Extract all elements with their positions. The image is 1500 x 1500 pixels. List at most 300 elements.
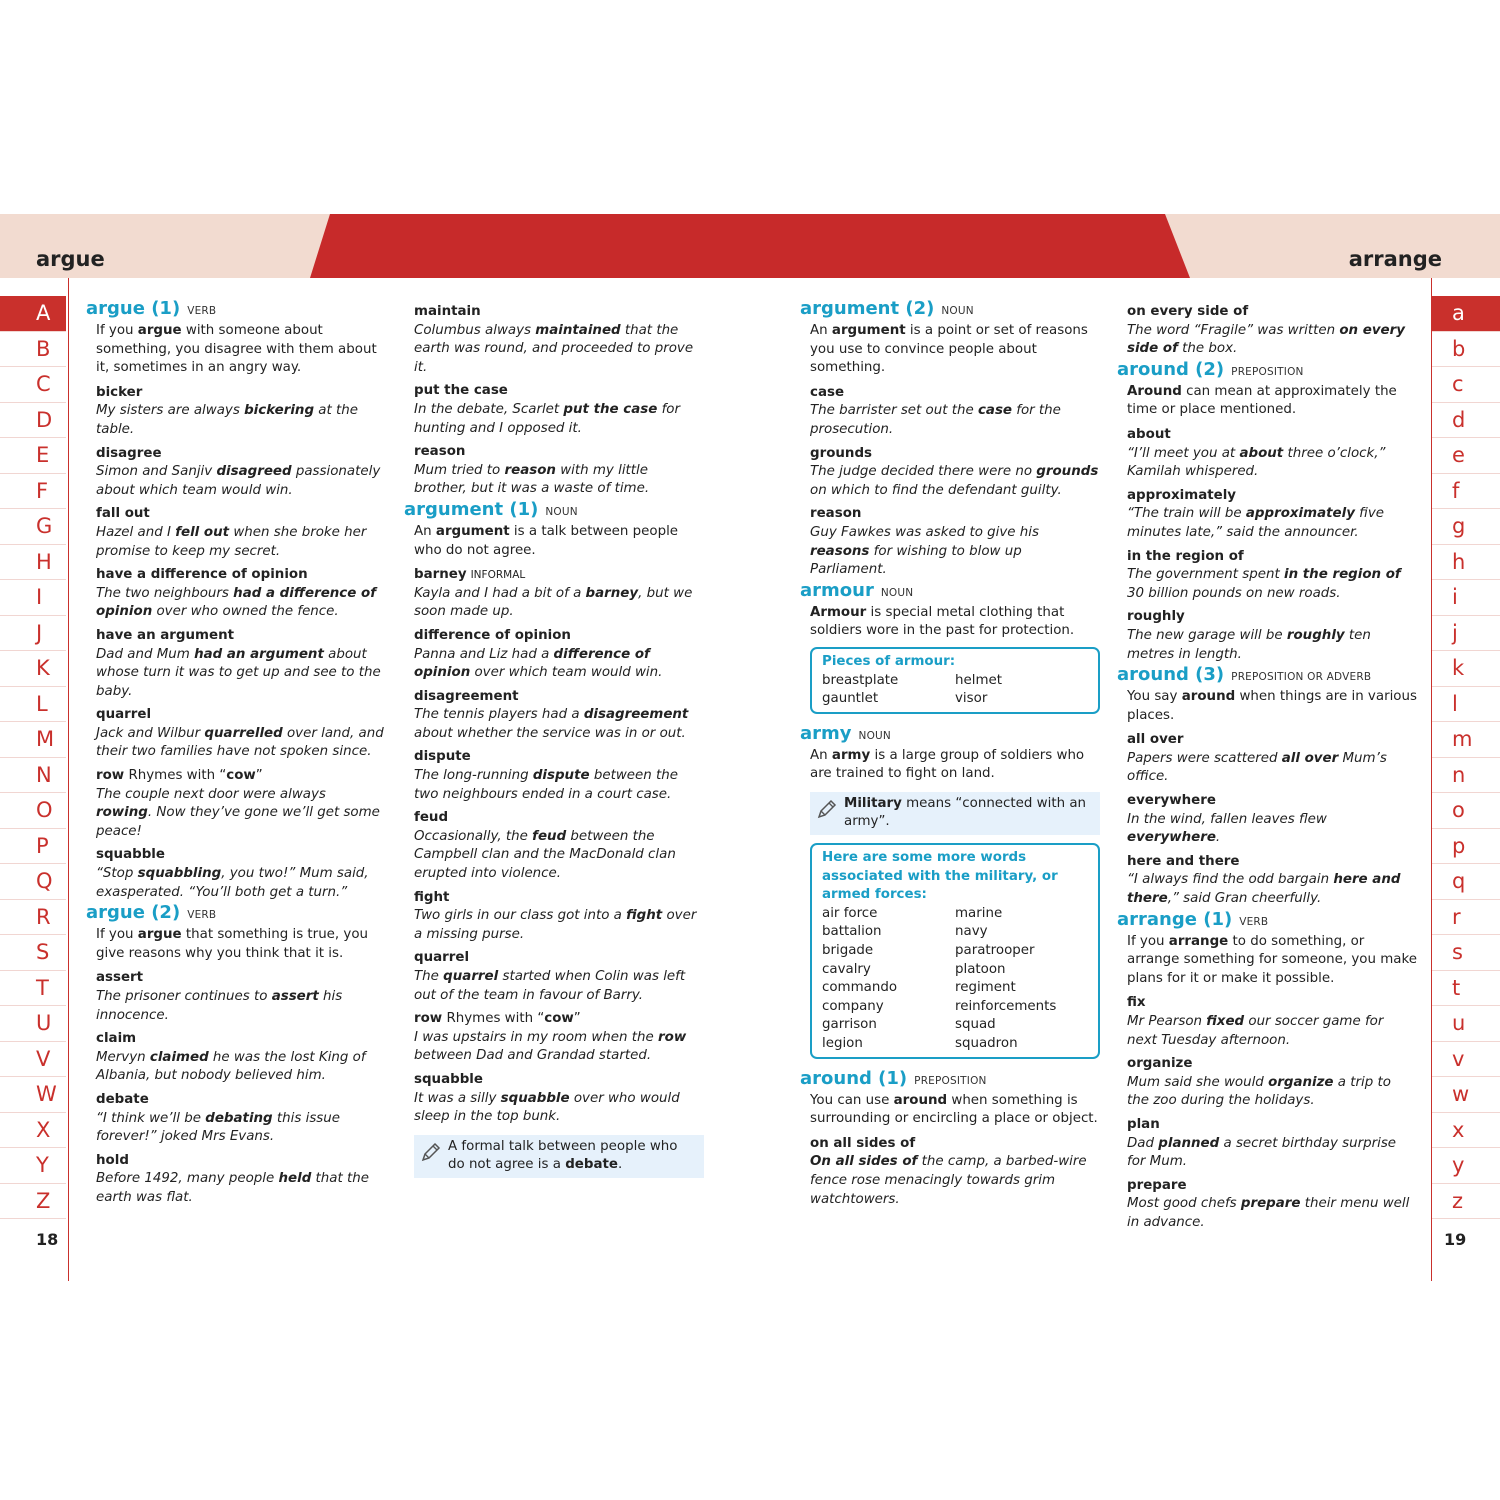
synonym-entry — [414, 1010, 704, 1066]
definition: An argument is a talk between people who do not agree. — [414, 523, 679, 558]
synonym-word: disagreement — [414, 688, 519, 704]
alphabet-tabs-lower — [1432, 296, 1500, 1219]
letter-tab-N[interactable]: N — [0, 758, 66, 794]
headword-text: army — [800, 722, 852, 744]
part-of-speech: NOUN — [941, 305, 974, 317]
synonym-word: disagree — [96, 445, 162, 461]
example-sentence: Mervyn claimed he was the lost King of Albania, but nobody believed him. — [96, 1049, 366, 1084]
letter-tab-a[interactable]: a — [1432, 296, 1500, 332]
synonym-entry — [96, 969, 386, 1025]
synonym-entry — [414, 1071, 704, 1127]
synonym-line — [1127, 792, 1417, 811]
letter-tab-c[interactable]: c — [1432, 367, 1500, 403]
letter-tab-E[interactable]: E — [0, 438, 66, 474]
headword — [1117, 909, 1417, 933]
headword-entry — [1117, 664, 1417, 725]
letter-tab-r[interactable]: r — [1432, 900, 1500, 936]
letter-tab-m[interactable]: m — [1432, 722, 1500, 758]
part-of-speech: VERB — [1239, 915, 1269, 928]
example-sentence: “I think we’ll be debating this issue forever!” joked Mrs Evans. — [96, 1110, 341, 1145]
synonym-entry — [96, 384, 386, 440]
word-list-title: Pieces of armour: — [822, 653, 956, 669]
part-of-speech: VERB — [187, 305, 217, 317]
word-list-item: gauntlet — [822, 691, 879, 707]
example-sentence: Dad and Mum had an argument about whose turn it was to get up and see to the baby. — [96, 646, 381, 699]
headword-entry — [404, 499, 704, 560]
synonym-line — [96, 767, 386, 786]
column-4 — [1117, 298, 1417, 1233]
letter-tab-C[interactable]: C — [0, 367, 66, 403]
definition: An argument is a point or set of reasons you use to convince people about something. — [810, 323, 1088, 376]
word-list-item: battalion — [822, 924, 882, 940]
word-list-item: commando — [822, 980, 898, 996]
letter-tab-n[interactable]: n — [1432, 758, 1500, 794]
example-sentence: Dad planned a secret birthday surprise for Mum. — [1127, 1135, 1397, 1170]
synonym-line — [96, 445, 386, 464]
letter-tab-W[interactable]: W — [0, 1077, 66, 1113]
letter-tab-Q[interactable]: Q — [0, 864, 66, 900]
letter-tab-d[interactable]: d — [1432, 403, 1500, 439]
synonym-entry — [810, 384, 1100, 440]
letter-tab-X[interactable]: X — [0, 1113, 66, 1149]
pencil-icon — [420, 1141, 442, 1170]
synonym-line — [414, 1071, 704, 1090]
letter-tab-w[interactable]: w — [1432, 1077, 1500, 1113]
synonym-entry — [1127, 1055, 1417, 1111]
example-sentence: Occasionally, the feud between the Campbell clan and the MacDonald clan erupted into violence. — [414, 828, 676, 882]
synonym-word: everywhere — [1127, 793, 1216, 809]
letter-tab-I[interactable]: I — [0, 580, 66, 616]
guide-word-right: arrange — [1348, 247, 1442, 271]
synonym-entry — [96, 1152, 386, 1208]
example-sentence: The new garage will be roughly ten metres in length. — [1127, 627, 1371, 662]
letter-tab-G[interactable]: G — [0, 509, 66, 545]
word-list-item: squadron — [955, 1036, 1018, 1051]
word-list-item: reinforcements — [955, 998, 1057, 1014]
synonym-word: have an argument — [96, 627, 234, 643]
headword-entry — [86, 902, 386, 963]
synonym-line — [414, 688, 704, 707]
synonym-line — [96, 1091, 386, 1110]
letter-tab-Z[interactable]: Z — [0, 1184, 66, 1220]
alphabet-tabs-upper — [0, 296, 66, 1219]
headword-text: argue (1) — [86, 298, 181, 319]
letter-tab-V[interactable]: V — [0, 1042, 66, 1078]
definition: If you arrange to do something, or arrange something for someone, you make plans for it or make it possible. — [1127, 933, 1417, 986]
headword-entry — [1117, 359, 1417, 420]
headword-text: around (1) — [800, 1067, 908, 1089]
synonym-line — [810, 445, 1100, 464]
synonym-word: fall out — [96, 506, 150, 522]
headword-text: argue (2) — [86, 902, 181, 924]
synonym-line — [414, 809, 704, 828]
letter-tab-e[interactable]: e — [1432, 438, 1500, 474]
letter-tab-x[interactable]: x — [1432, 1113, 1500, 1149]
synonym-line — [414, 627, 704, 646]
definition: You can use around when something is surrounding or encircling a place or object. — [810, 1092, 1098, 1127]
word-list-grid — [822, 905, 1088, 1054]
example-sentence: The two neighbours had a difference of opinion over who owned the fence. — [96, 585, 377, 620]
synonym-line — [96, 1030, 386, 1049]
example-sentence: It was a silly squabble over who would sleep in the top bunk. — [414, 1090, 680, 1125]
synonym-word: have a difference of opinion — [96, 567, 308, 583]
headword-text: argument (1) — [404, 498, 539, 520]
letter-tab-h[interactable]: h — [1432, 545, 1500, 581]
synonym-line — [1127, 1177, 1417, 1196]
synonym-word: bicker — [96, 384, 143, 400]
pencil-icon — [816, 798, 838, 827]
synonym-line — [96, 846, 386, 865]
definition: Around can mean at approximately the time or place mentioned. — [1127, 383, 1397, 418]
synonym-line — [1127, 853, 1417, 872]
synonym-line — [1127, 1055, 1417, 1074]
letter-tab-y[interactable]: y — [1432, 1148, 1500, 1184]
headword-entry — [86, 298, 386, 378]
example-sentence: My sisters are always bickering at the table. — [96, 403, 358, 437]
part-of-speech: PREPOSITION — [1231, 365, 1304, 378]
synonym-word: assert — [96, 970, 144, 986]
column-1 — [86, 298, 386, 1208]
definition: If you argue that something is true, you give reasons why you think that it is. — [96, 927, 369, 961]
definition: An army is a large group of soldiers who are trained to fight on land. — [810, 747, 1085, 782]
synonym-word: plan — [1127, 1116, 1160, 1132]
synonym-entry — [810, 445, 1100, 501]
headword — [1117, 359, 1417, 383]
synonym-word: quarrel — [96, 707, 152, 723]
example-sentence: The judge decided there were no grounds on which to find the defendant guilty. — [810, 464, 1099, 498]
letter-tab-q[interactable]: q — [1432, 864, 1500, 900]
example-sentence: Hazel and I fell out when she broke her promise to keep my secret. — [96, 524, 367, 559]
letter-tab-D[interactable]: D — [0, 403, 66, 439]
synonym-word: maintain — [414, 304, 481, 319]
letter-tab-S[interactable]: S — [0, 935, 66, 971]
synonym-entry — [1127, 994, 1417, 1050]
word-list-item: helmet — [955, 672, 1002, 688]
word-list-box — [810, 647, 1100, 714]
column-2 — [404, 298, 704, 1186]
word-list-item: marine — [955, 905, 1003, 921]
headword-entry — [800, 298, 1100, 378]
synonym-word: about — [1127, 426, 1171, 442]
word-list-item: platoon — [955, 961, 1006, 977]
synonym-line — [414, 748, 704, 767]
page-number-left: 18 — [36, 1230, 59, 1249]
word-list-item: cavalry — [822, 961, 871, 977]
word-list-item: company — [822, 998, 884, 1014]
synonym-word: approximately — [1127, 487, 1237, 503]
synonym-line — [96, 1152, 386, 1171]
headword-text: argument (2) — [800, 298, 935, 319]
synonym-line — [414, 1010, 704, 1029]
letter-tab-O[interactable]: O — [0, 793, 66, 829]
synonym-entry — [1127, 548, 1417, 604]
example-sentence: Papers were scattered all over Mum’s office. — [1127, 750, 1387, 785]
example-sentence: In the wind, fallen leaves flew everywhere. — [1127, 811, 1327, 846]
synonym-word: prepare — [1127, 1177, 1187, 1193]
synonym-word: organize — [1127, 1056, 1193, 1072]
word-list-item: air force — [822, 905, 878, 921]
usage-note — [414, 1135, 704, 1178]
synonym-entry — [96, 706, 386, 762]
part-of-speech: PREPOSITION — [914, 1074, 987, 1087]
definition: Armour is special metal clothing that soldiers wore in the past for protection. — [810, 604, 1075, 639]
letter-tab-H[interactable]: H — [0, 545, 66, 581]
headword-entry — [800, 580, 1100, 641]
word-list-item: visor — [955, 691, 988, 707]
synonym-line — [1127, 731, 1417, 750]
example-sentence: On all sides of the camp, a barbed-wire fence rose menacingly towards grim watchtowers. — [810, 1154, 1087, 1207]
synonym-line — [96, 505, 386, 524]
example-sentence: Mum said she would organize a trip to the zoo during the holidays. — [1127, 1074, 1391, 1109]
synonym-word: claim — [96, 1031, 137, 1047]
letter-tab-Y[interactable]: Y — [0, 1148, 66, 1184]
letter-tab-z[interactable]: z — [1432, 1184, 1500, 1220]
example-sentence: The government spent in the region of 30 billion pounds on new roads. — [1127, 567, 1401, 601]
headword — [1117, 664, 1417, 688]
synonym-line — [96, 384, 386, 403]
letter-tab-g[interactable]: g — [1432, 509, 1500, 545]
usage-note-text: A formal talk between people who do not agree is a debate. — [448, 1138, 678, 1173]
synonym-word: debate — [96, 1091, 149, 1107]
word-list-box — [810, 843, 1100, 1059]
rhymes-note: Rhymes with “cow” — [442, 1011, 581, 1027]
headword-text: armour — [800, 579, 874, 601]
example-sentence: Before 1492, many people held that the earth was flat. — [96, 1171, 369, 1205]
synonym-word: here and there — [1127, 853, 1240, 869]
letter-tab-K[interactable]: K — [0, 651, 66, 687]
synonym-line — [96, 706, 386, 725]
synonym-line — [414, 566, 704, 585]
synonym-line — [1127, 994, 1417, 1013]
synonym-word: fight — [414, 889, 450, 905]
synonym-word: barney — [414, 567, 467, 583]
synonym-entry — [1127, 608, 1417, 664]
synonym-entry — [96, 767, 386, 841]
synonym-entry — [1127, 487, 1417, 543]
example-sentence: Most good chefs prepare their menu well in advance. — [1127, 1196, 1410, 1230]
example-sentence: In the debate, Scarlet put the case for hunting and I opposed it. — [414, 401, 680, 436]
page-number-right: 19 — [1444, 1230, 1467, 1249]
definition: If you argue with someone about something, you disagree with them about it, sometimes in an angry way. — [96, 323, 377, 376]
synonym-word: grounds — [810, 445, 873, 461]
letter-tab-f[interactable]: f — [1432, 474, 1500, 510]
letter-tab-B[interactable]: B — [0, 332, 66, 368]
synonym-line — [810, 384, 1100, 403]
synonym-line — [96, 566, 386, 585]
example-sentence: The tennis players had a disagreement about whether the service was in or out. — [414, 707, 689, 741]
headword — [800, 580, 1100, 604]
synonym-word: squabble — [414, 1071, 483, 1087]
word-list-item: paratrooper — [955, 943, 1035, 959]
example-sentence: “The train will be approximately five minutes late,” said the announcer. — [1127, 506, 1384, 540]
synonym-entry — [414, 627, 704, 683]
synonym-entry — [1127, 426, 1417, 482]
part-of-speech: NOUN — [545, 505, 578, 518]
synonym-word: on every side of — [1127, 304, 1249, 319]
synonym-line — [1127, 426, 1417, 445]
letter-tab-t[interactable]: t — [1432, 971, 1500, 1007]
synonym-entry — [96, 846, 386, 902]
synonym-word: on all sides of — [810, 1135, 916, 1151]
synonym-line — [1127, 303, 1417, 322]
example-sentence: The prisoner continues to assert his innocence. — [96, 989, 343, 1023]
synonym-word: reason — [414, 444, 466, 460]
letter-tab-T[interactable]: T — [0, 971, 66, 1007]
letter-tab-J[interactable]: J — [0, 616, 66, 652]
example-sentence: I was upstairs in my room when the row between Dad and Grandad started. — [414, 1029, 687, 1064]
headword-text: around (3) — [1117, 664, 1225, 686]
letter-tab-L[interactable]: L — [0, 687, 66, 723]
headword-text: around (2) — [1117, 358, 1225, 380]
example-sentence: The quarrel started when Colin was left out of the team in favour of Barry. — [414, 969, 686, 1003]
letter-tab-o[interactable]: o — [1432, 793, 1500, 829]
synonym-word: row — [96, 768, 125, 784]
synonym-entry — [1127, 1177, 1417, 1233]
synonym-entry — [96, 627, 386, 701]
headword — [86, 298, 386, 322]
word-list-item: navy — [955, 924, 988, 940]
synonym-line — [1127, 548, 1417, 567]
synonym-word: roughly — [1127, 609, 1185, 625]
letter-tab-i[interactable]: i — [1432, 580, 1500, 616]
letter-tab-j[interactable]: j — [1432, 616, 1500, 652]
example-sentence: “I always find the odd bargain here and there,” said Gran cheerfully. — [1127, 872, 1401, 907]
word-list-grid — [822, 672, 1088, 709]
letter-tab-F[interactable]: F — [0, 474, 66, 510]
synonym-entry — [96, 566, 386, 622]
synonym-line — [414, 889, 704, 908]
synonym-word: row — [414, 1011, 443, 1027]
synonym-line — [1127, 1116, 1417, 1135]
letter-tab-P[interactable]: P — [0, 829, 66, 865]
headword — [800, 298, 1100, 322]
synonym-line — [1127, 608, 1417, 627]
synonym-line — [414, 303, 704, 322]
synonym-word: quarrel — [414, 950, 470, 966]
synonym-word: feud — [414, 810, 449, 826]
example-sentence: Simon and Sanjiv disagreed passionately about which team would win. — [96, 464, 381, 498]
example-sentence: Panna and Liz had a difference of opinion over which team would win. — [414, 646, 663, 681]
word-list-item: brigade — [822, 943, 874, 959]
definition: You say around when things are in various places. — [1127, 689, 1417, 723]
synonym-word: squabble — [96, 847, 165, 863]
synonym-word: fix — [1127, 995, 1146, 1011]
letter-tab-A[interactable]: A — [0, 296, 66, 332]
letter-tab-b[interactable]: b — [1432, 332, 1500, 368]
example-sentence: “I’ll meet you at about three o’clock,” Kamilah whispered. — [1127, 445, 1386, 480]
letter-tab-v[interactable]: v — [1432, 1042, 1500, 1078]
synonym-word: reason — [810, 506, 862, 522]
usage-note — [810, 792, 1100, 835]
word-list-item: garrison — [822, 1017, 877, 1033]
example-sentence: Mr Pearson fixed our soccer game for next Tuesday afternoon. — [1127, 1014, 1384, 1048]
word-list-item: squad — [955, 1017, 996, 1033]
headword — [86, 902, 386, 926]
example-sentence: The word “Fragile” was written on every side of the box. — [1127, 322, 1405, 357]
part-of-speech: PREPOSITION OR ADVERB — [1231, 671, 1372, 684]
headword — [800, 723, 1100, 747]
synonym-line — [810, 1135, 1100, 1154]
usage-label: INFORMAL — [470, 569, 526, 582]
letter-tab-M[interactable]: M — [0, 722, 66, 758]
synonym-line — [414, 382, 704, 401]
synonym-entry — [414, 809, 704, 883]
example-sentence: Two girls in our class got into a fight over a missing purse. — [414, 908, 697, 942]
synonym-line — [96, 627, 386, 646]
part-of-speech: NOUN — [880, 586, 914, 599]
example-sentence: Mum tried to reason with my little brother, but it was a waste of time. — [414, 462, 650, 497]
letter-tab-p[interactable]: p — [1432, 829, 1500, 865]
left-margin-line — [68, 278, 69, 1281]
example-sentence: Columbus always maintained that the earth was round, and proceeded to prove it. — [414, 322, 694, 375]
letter-tab-s[interactable]: s — [1432, 935, 1500, 971]
word-list-title: Here are some more words associated with the military, or armed forces: — [822, 850, 1058, 903]
synonym-word: all over — [1127, 732, 1184, 748]
synonym-entry — [1127, 1116, 1417, 1172]
synonym-entry — [810, 1135, 1100, 1209]
word-list-item: legion — [822, 1036, 863, 1051]
synonym-word: difference of opinion — [414, 627, 571, 643]
part-of-speech: NOUN — [858, 729, 891, 742]
synonym-line — [96, 969, 386, 988]
synonym-word: in the region of — [1127, 548, 1244, 564]
synonym-word: case — [810, 384, 845, 400]
synonym-entry — [1127, 853, 1417, 909]
usage-note-text: Military means “connected with an army”. — [844, 795, 1087, 830]
headword — [800, 1068, 1100, 1092]
synonym-entry — [414, 688, 704, 744]
headword-entry — [1117, 909, 1417, 989]
headword-entry — [800, 1068, 1100, 1129]
synonym-entry — [414, 382, 704, 438]
example-sentence: Jack and Wilbur quarrelled over land, and their two families have not spoken since. — [96, 725, 384, 760]
headword — [404, 499, 704, 523]
synonym-entry — [414, 303, 704, 377]
synonym-entry — [414, 889, 704, 945]
letter-tab-U[interactable]: U — [0, 1006, 66, 1042]
synonym-entry — [1127, 792, 1417, 848]
example-sentence: “Stop squabbling, you two!” Mum said, exasperated. “You’ll both get a turn.” — [96, 866, 369, 900]
example-sentence: Kayla and I had a bit of a barney, but we soon made up. — [414, 585, 693, 620]
letter-tab-k[interactable]: k — [1432, 651, 1500, 687]
column-3 — [800, 298, 1100, 1209]
letter-tab-l[interactable]: l — [1432, 687, 1500, 723]
synonym-entry — [96, 445, 386, 501]
rhymes-note: Rhymes with “cow” — [124, 768, 263, 784]
synonym-entry — [414, 443, 704, 499]
synonym-entry — [414, 748, 704, 804]
synonym-word: hold — [96, 1152, 129, 1168]
part-of-speech: VERB — [187, 909, 217, 922]
synonym-entry — [810, 505, 1100, 579]
example-sentence: The barrister set out the case for the prosecution. — [810, 403, 1061, 437]
synonym-line — [414, 443, 704, 462]
example-sentence: Guy Fawkes was asked to give his reasons for wishing to blow up Parliament. — [810, 524, 1039, 578]
word-list-item: breastplate — [822, 672, 899, 688]
synonym-line — [1127, 487, 1417, 506]
synonym-entry — [96, 1091, 386, 1147]
synonym-entry — [414, 949, 704, 1005]
letter-tab-u[interactable]: u — [1432, 1006, 1500, 1042]
synonym-entry — [1127, 303, 1417, 359]
synonym-entry — [414, 566, 704, 622]
headword-text: arrange (1) — [1117, 908, 1233, 930]
guide-word-left: argue — [36, 247, 105, 271]
synonym-line — [810, 505, 1100, 524]
synonym-word: dispute — [414, 749, 471, 765]
letter-tab-R[interactable]: R — [0, 900, 66, 936]
synonym-entry — [96, 1030, 386, 1086]
